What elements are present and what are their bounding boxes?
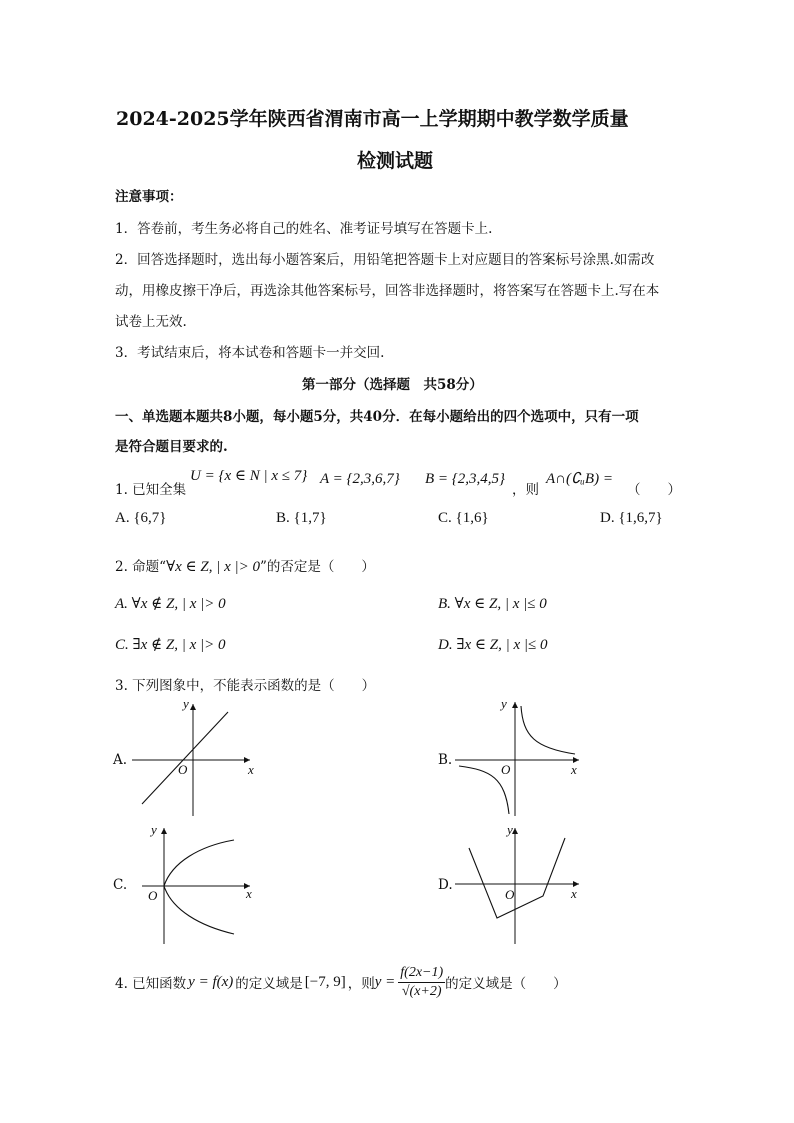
page-title-line2: 检测试题 [357, 150, 434, 172]
q2-stem-expression: ∀x ∈ Z, | x |> 0 [166, 559, 261, 575]
q2-stem-start: 2. 命题“ [115, 559, 167, 575]
q4-interval: [−7, 9] [304, 973, 346, 990]
notice-item-1: 1．答卷前，考生务必将自己的姓名、准考证号填写在答题卡上. [115, 221, 493, 237]
q2-option-c: C. ∃x ∉ Z, | x |> 0 [115, 637, 226, 653]
q1-universal-set: U = {x ∈ N | x ≤ 7} [190, 468, 308, 484]
q1-expression: A∩(∁ᵤB) = [546, 471, 613, 487]
q4-prefix: 4. 已知函数 [115, 976, 187, 992]
q1-answer-paren: （ ） [627, 482, 681, 498]
q4-numerator: f(2x−1) [398, 964, 445, 983]
origin-label: O [501, 762, 511, 777]
q1-set-b: B = {2,3,4,5} [425, 471, 506, 487]
q2-option-d: D. ∃x ∈ Z, | x |≤ 0 [438, 637, 548, 653]
origin-label: O [178, 762, 188, 777]
page-title: 2024-2025学年陕西省渭南市高一上学期期中教学数学质量 [116, 108, 629, 130]
line-curve [142, 712, 228, 804]
q3-option-a-label: A. [113, 752, 128, 768]
q4-then: ，则 [347, 976, 375, 992]
q4-fraction [398, 964, 445, 1001]
q1-option-d: D. {1,6,7} [600, 510, 663, 526]
q1-option-c: C. {1,6} [438, 510, 489, 526]
notice-item-2-line3: 试卷上无效. [115, 314, 187, 330]
q2-option-a: A. ∀x ∉ Z, | x |> 0 [115, 596, 226, 612]
q1-option-b: B. {1,7} [276, 510, 327, 526]
x-axis-label: x [571, 886, 577, 901]
x-axis-label: x [248, 762, 254, 777]
parabola-curve [164, 840, 234, 934]
q3-graph-d [455, 822, 585, 946]
notice-item-2-line1: 2．回答选择题时，选出每小题答案后，用铅笔把答题卡上对应题目的答案标号涂黑.如需改 [115, 252, 655, 268]
y-axis-label: y [507, 822, 513, 837]
q1-prefix: 1. 已知全集 [115, 482, 187, 498]
x-axis-label: x [246, 886, 252, 901]
q3-graph-a [130, 698, 260, 820]
piecewise-curve [469, 838, 565, 918]
q3-option-c-label: C. [113, 877, 128, 893]
q4-function: y = f(x) [188, 973, 234, 990]
q3-graph-c [130, 822, 260, 946]
origin-label: O [505, 887, 515, 902]
q4-domain-text: 的定义域是 [235, 976, 303, 992]
y-axis-label: y [151, 822, 157, 837]
q4-suffix: 的定义域是（ ） [445, 976, 567, 992]
part1-heading: 第一部分（选择题 共58分） [302, 377, 483, 393]
q1-option-a: A. {6,7} [115, 510, 167, 526]
q2-option-b: B. ∀x ∈ Z, | x |≤ 0 [438, 596, 547, 612]
y-axis-label: y [183, 696, 189, 711]
q1-set-a: A = {2,3,6,7} [320, 471, 400, 487]
origin-label: O [148, 888, 158, 903]
y-axis-label: y [501, 696, 507, 711]
q3-graph-b [455, 696, 585, 820]
notice-item-3: 3．考试结束后，将本试卷和答题卡一并交回. [115, 345, 385, 361]
q3-option-b-label: B. [438, 752, 453, 768]
section1-line2: 是符合题目要求的. [115, 439, 228, 455]
notice-heading: 注意事项： [115, 189, 183, 205]
q3-option-d-label: D. [438, 877, 453, 893]
q4-denominator: √(x+2) [401, 983, 442, 999]
x-axis-label: x [571, 762, 577, 777]
section1-line1: 一、单选题本题共8小题，每小题5分，共40分．在每小题给出的四个选项中，只有一项 [115, 409, 639, 425]
q3-stem: 3. 下列图象中，不能表示函数的是（ ） [115, 678, 376, 694]
q1-then: ，则 [512, 482, 539, 498]
hyperbola-branch-right [521, 706, 575, 754]
notice-item-2-line2: 动，用橡皮擦干净后，再选涂其他答案标号，回答非选择题时，将答案写在答题卡上.写在本 [115, 283, 660, 299]
q2-stem-end: ”的否定是（ ） [260, 559, 375, 575]
q4-y-equals: y = [374, 973, 396, 990]
